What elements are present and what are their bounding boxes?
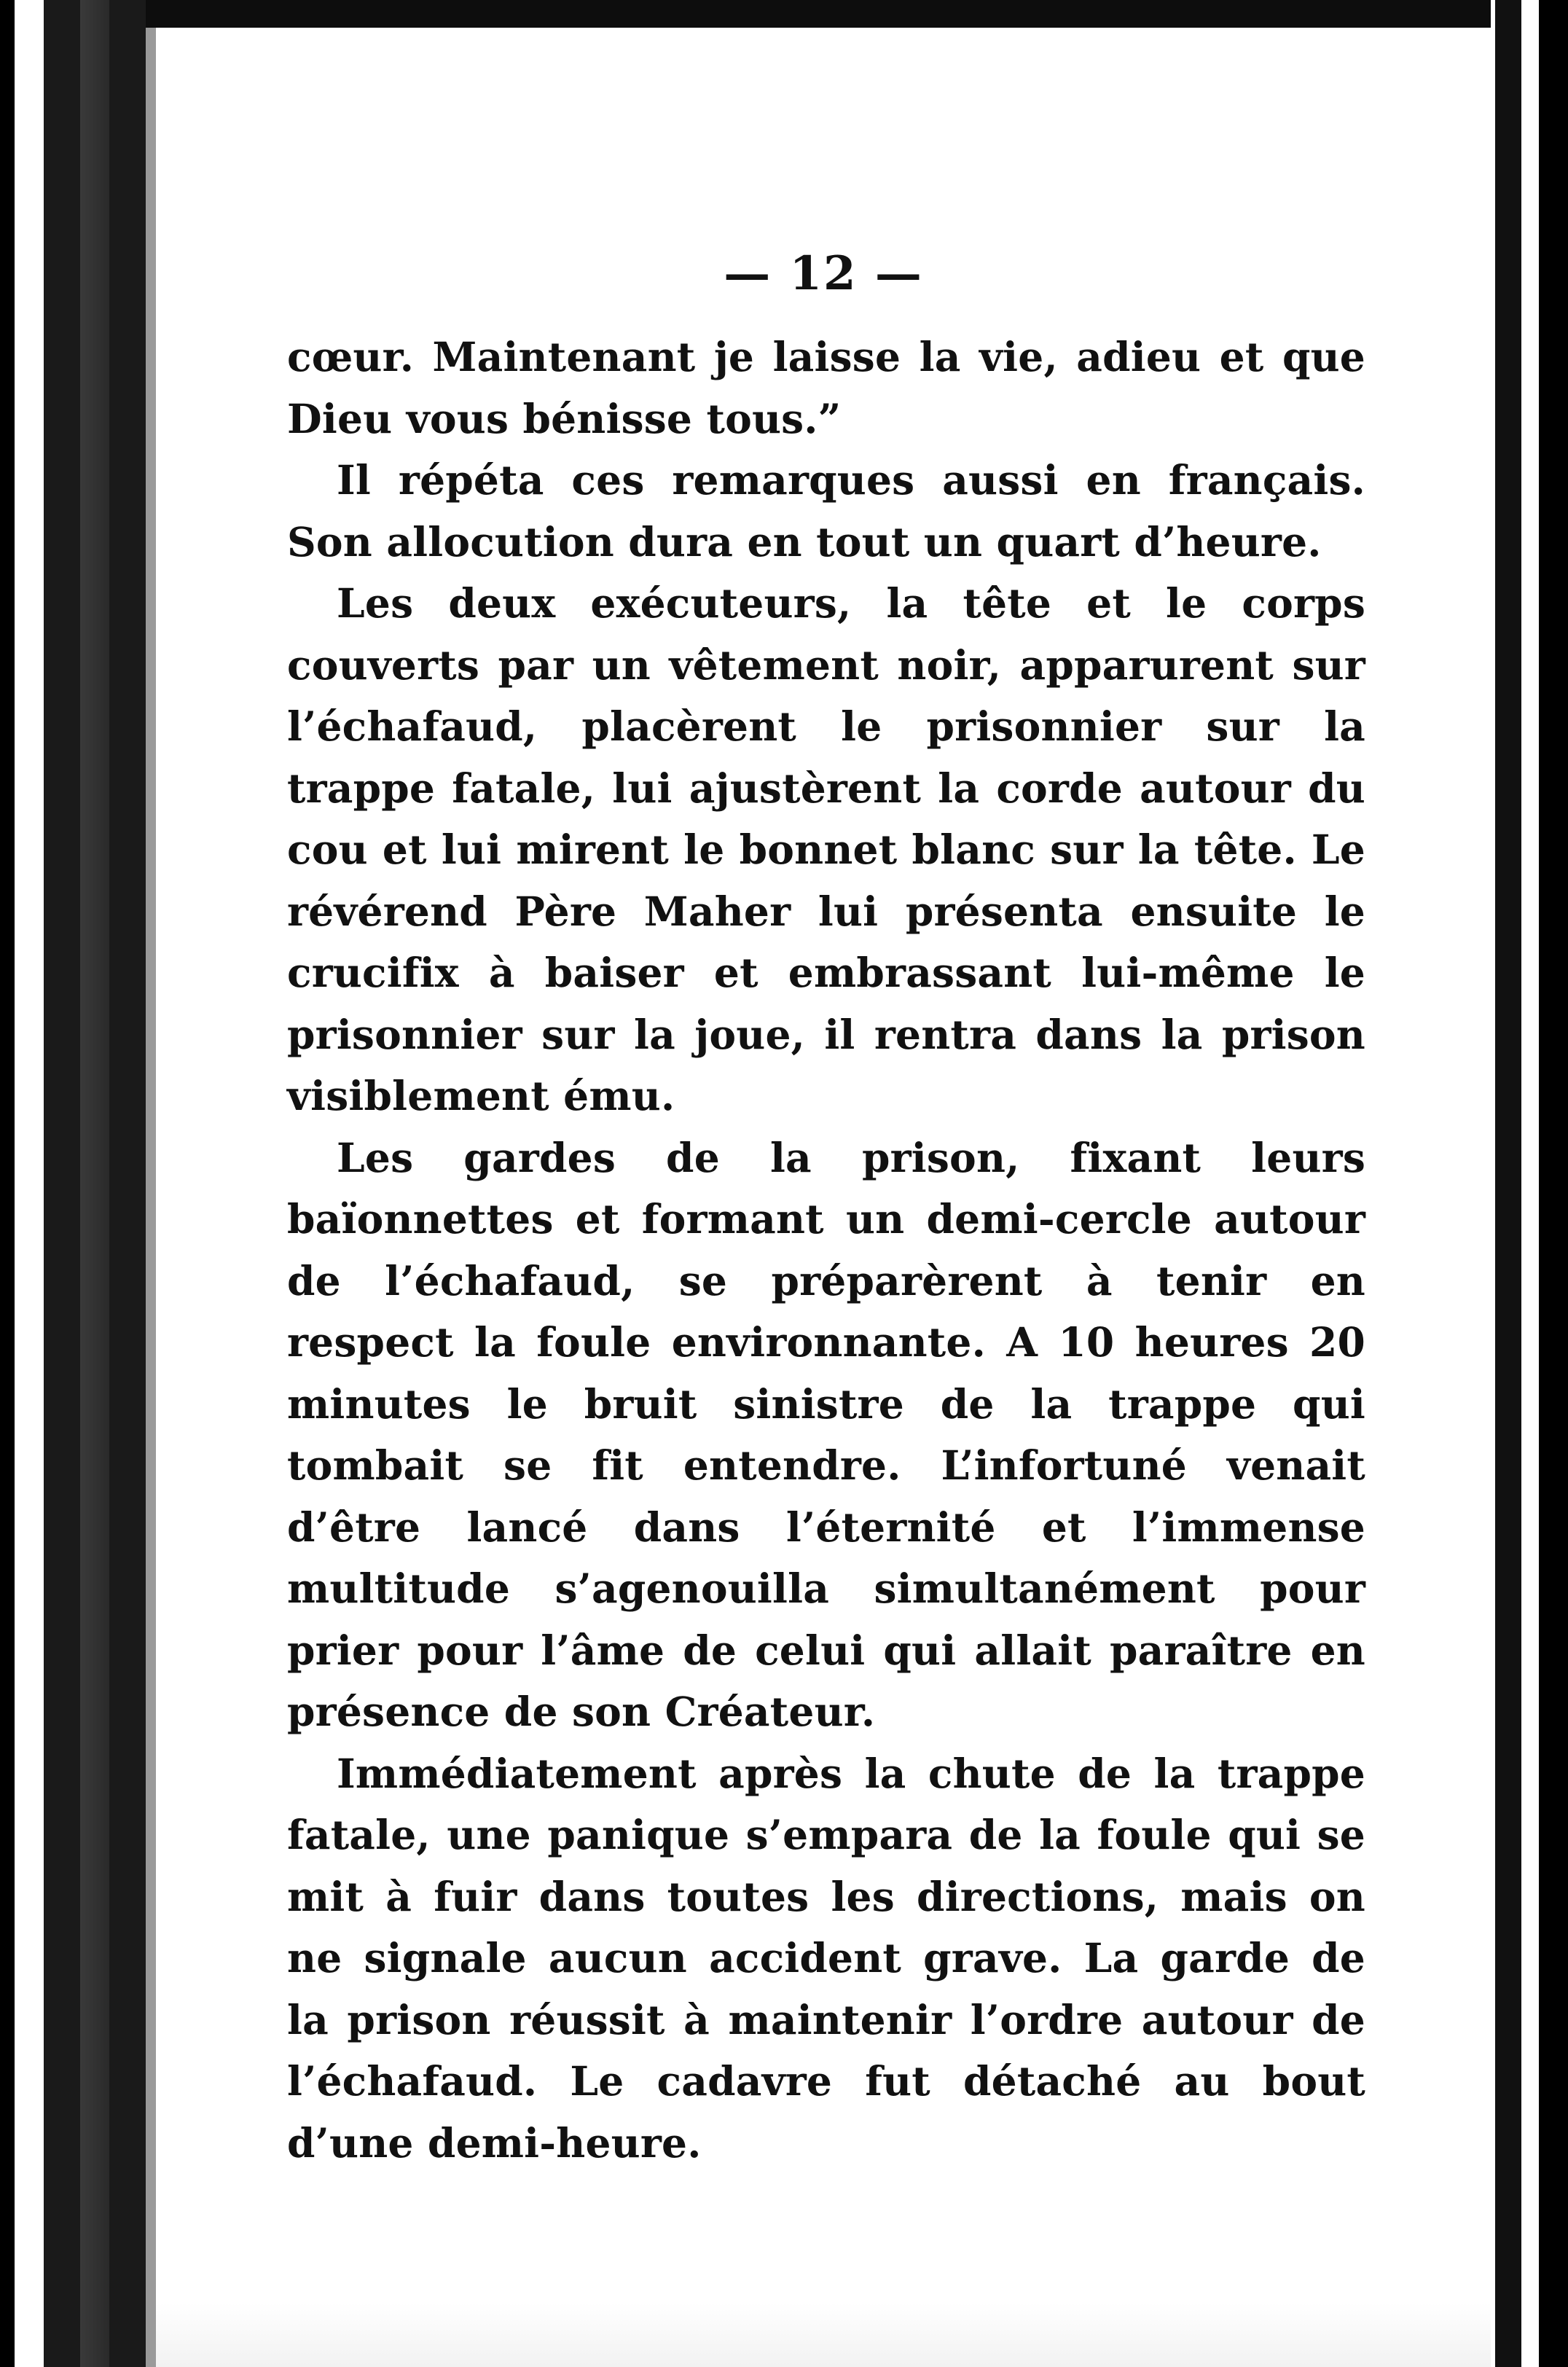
paragraph-continued: cœur. Maintenant je laisse la vie, adieu et que Dieu vous bénisse tous.” — [287, 333, 1365, 442]
paragraph: Il répéta ces remarques aussi en français. Son allocution dura en tout un quart d’heure. — [287, 456, 1365, 566]
book-page — [156, 28, 1491, 2303]
page-number: — 12 — — [724, 246, 923, 301]
scan-frame-right — [1491, 0, 1568, 2367]
page-bottom-margin — [156, 2303, 1491, 2367]
page-binding-edge — [146, 28, 156, 2367]
paragraph: Les gardes de la prison, fixant leurs baïonnettes et formant un demi-cercle autour de l’échafaud, se préparèrent à tenir en respect la foule environnante. A 10 heures 20 minutes le bruit sinistre de la trappe qui tombait se fit entendre. L’infortuné venait d’être lancé dans l’éternité et l’immense multitude s’agenouilla simultanément pour prier pour l’âme de celui qui allait paraître en présence de son Créateur. — [287, 1133, 1365, 1735]
paragraph: Les deux exécuteurs, la tête et le corps couverts par un vêtement noir, apparurent sur l’échafaud, placèrent le prisonnier sur la trappe fatale, lui ajustèrent la corde autour du cou et lui mirent le bonnet blanc sur la tête. Le révérend Père Maher lui présenta ensuite le crucifix à baiser et embrassant lui-même le prisonnier sur la joue, il rentra dans la prison visiblement ému. — [287, 579, 1365, 1119]
paragraph: Immédiatement après la chute de la trappe fatale, une panique s’empara de la foule qui se mit à fuir dans toutes les directions, mais on ne signale aucun accident grave. La garde de la prison réussit à maintenir l’ordre autour de l’échafaud. Le cadavre fut détaché au bout d’une demi-heure. — [287, 1749, 1365, 2167]
scan-frame-left — [0, 0, 146, 2367]
page-body-text — [287, 326, 1365, 2174]
scan-frame-top — [0, 0, 1568, 28]
